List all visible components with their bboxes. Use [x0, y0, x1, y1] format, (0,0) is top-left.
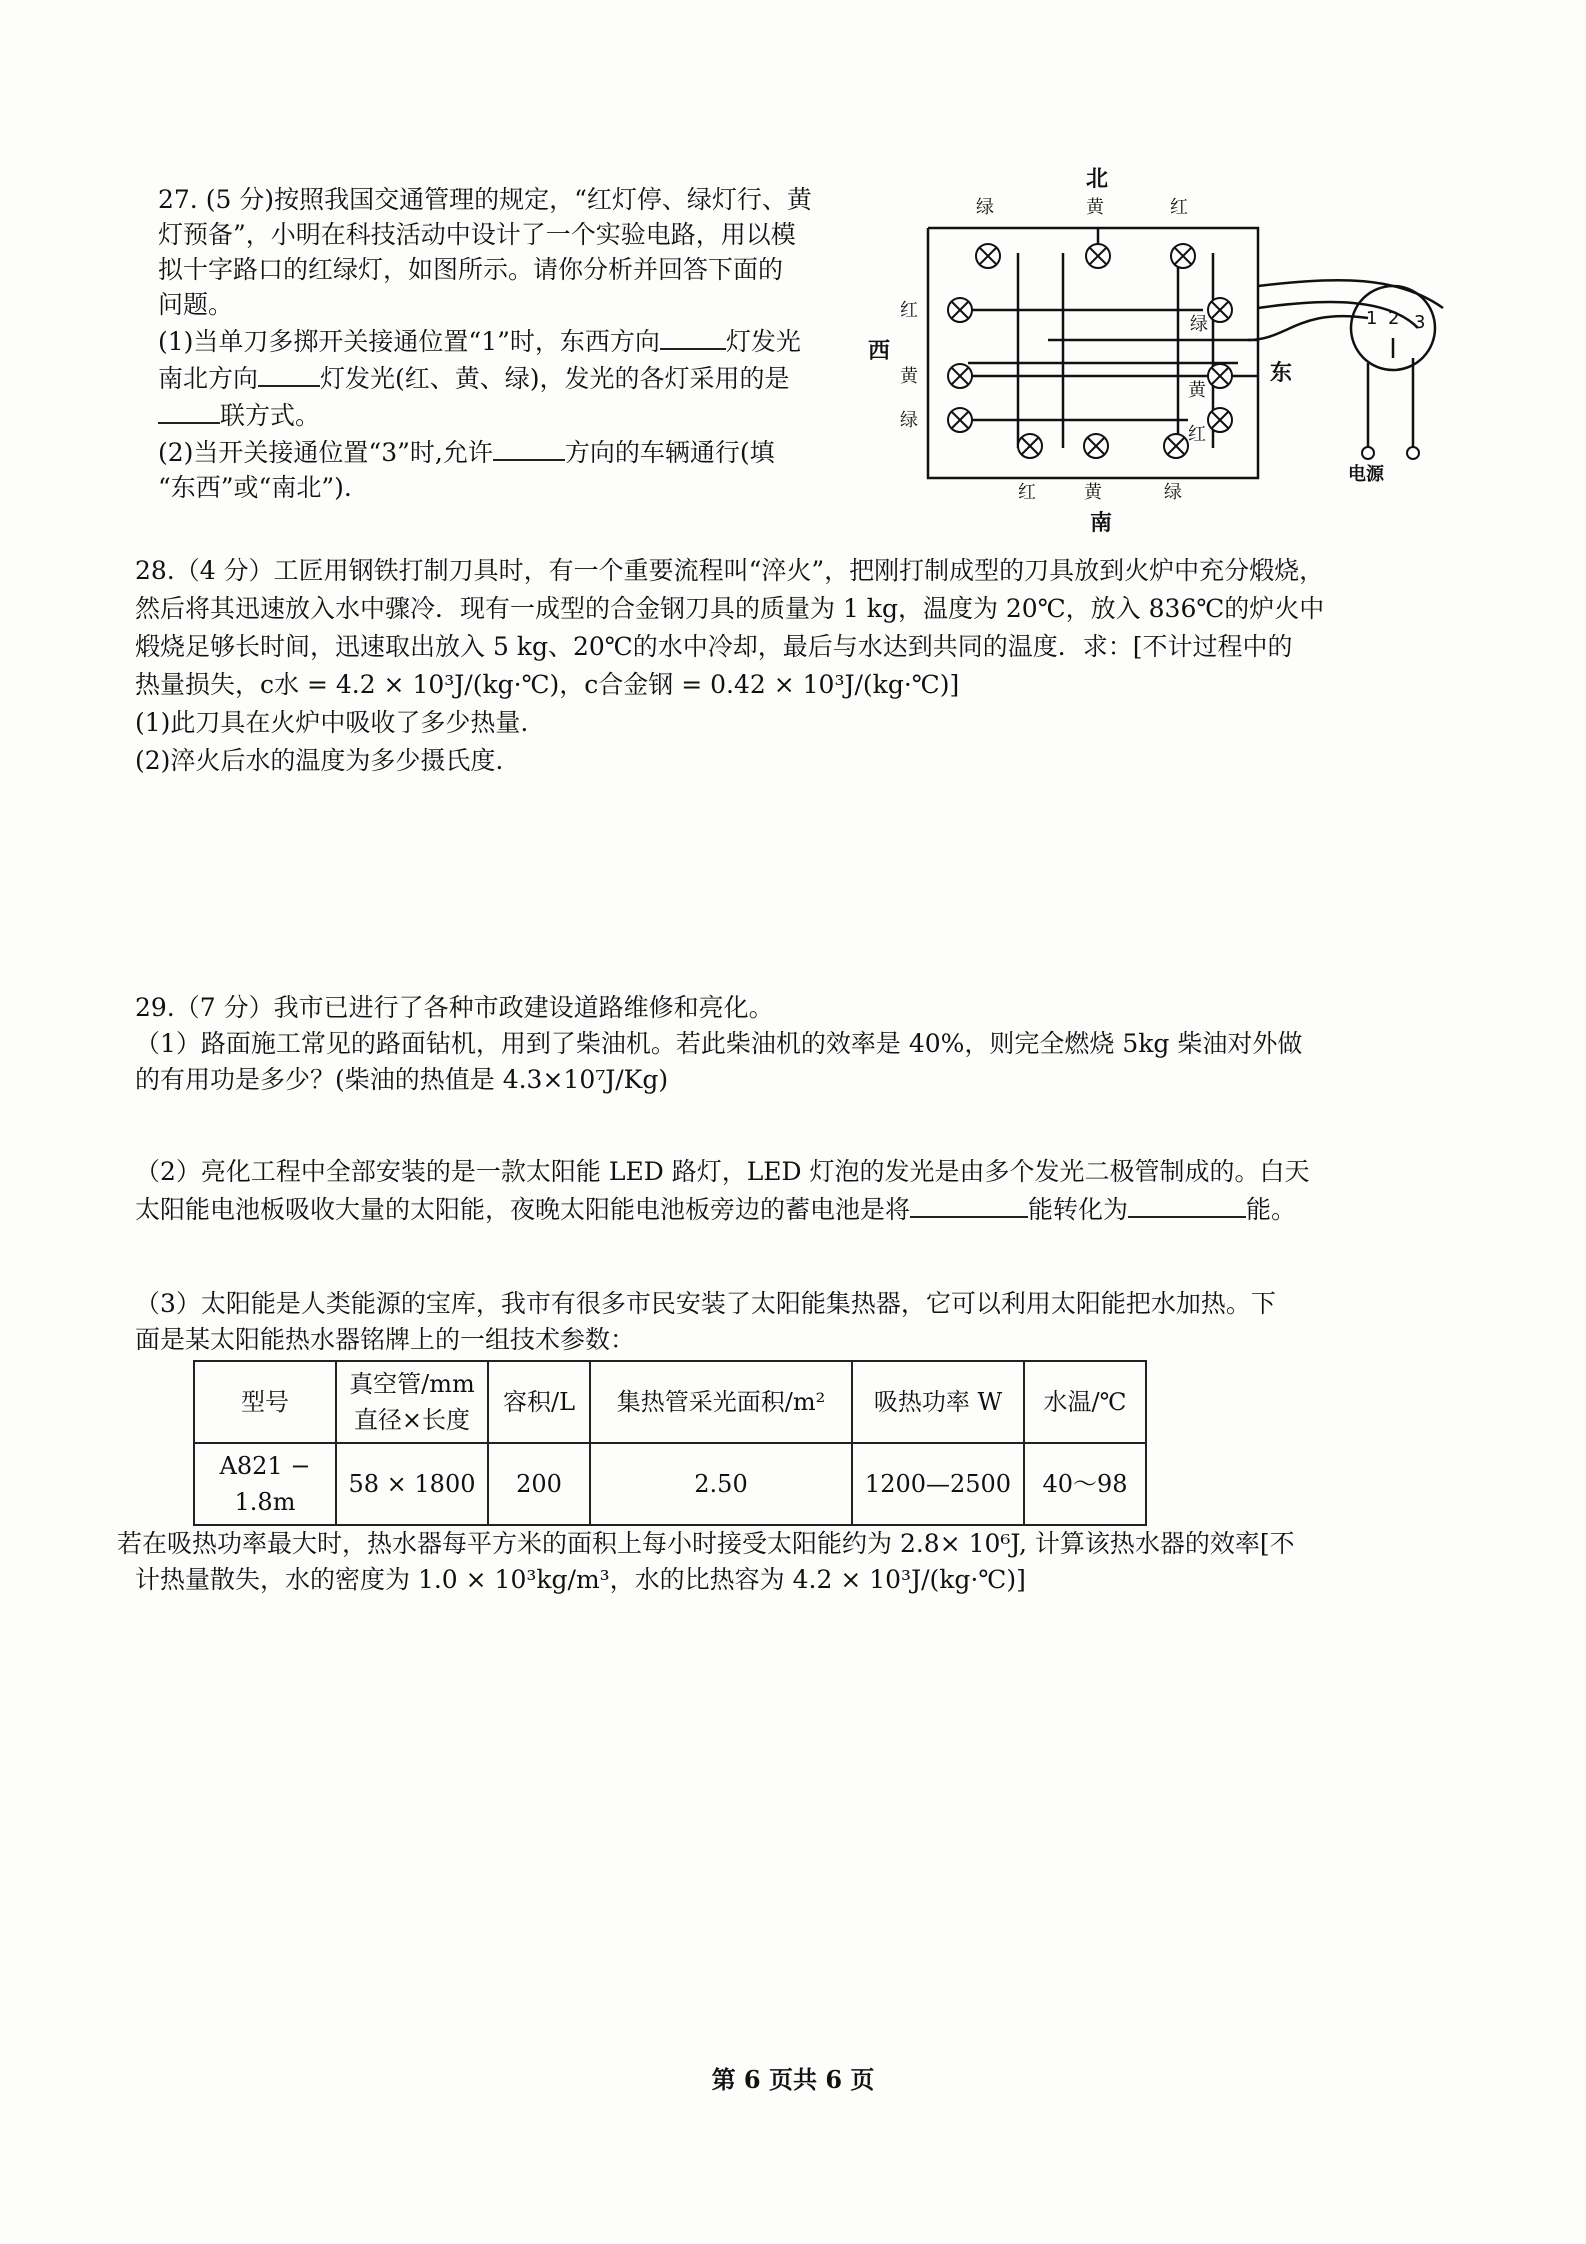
- q28-sub2: (2)淬火后水的温度为多少摄氏度.: [135, 746, 504, 775]
- label-top-green: 绿: [976, 197, 994, 218]
- q29-part3: 面是某太阳能热水器铭牌上的一组技术参数：: [135, 1325, 636, 1354]
- table-cell: 2.50: [590, 1443, 852, 1525]
- q28-line: 煅烧足够长时间，迅速取出放入 5 kg、20℃的水中冷却，最后与水达到共同的温度．求：[不计过程中的: [135, 632, 1293, 661]
- table-header-row: [194, 1361, 1146, 1443]
- q27-sub2-text: 方向的车辆通行(填: [564, 438, 775, 467]
- q29-title: 29.（7 分）我市已进行了各种市政建设道路维修和亮化。: [135, 993, 774, 1022]
- traffic-light-circuit: [858, 158, 1478, 548]
- label-right-red: 红: [1188, 424, 1206, 445]
- answer-blank[interactable]: [1128, 1190, 1246, 1218]
- lamp-south-green: [1164, 434, 1188, 458]
- q28-sub1: (1)此刀具在火炉中吸收了多少热量.: [135, 708, 529, 737]
- label-north: 北: [1086, 167, 1109, 192]
- switch-pos-3: 3: [1414, 312, 1426, 333]
- table-cell: 200: [488, 1443, 590, 1525]
- lamp-north-red: [1171, 244, 1195, 268]
- lamp-west-red: [948, 298, 972, 322]
- label-east: 东: [1270, 361, 1293, 386]
- q27-sub1: [158, 322, 848, 359]
- q29-part2: [135, 1190, 1455, 1228]
- label-top-yellow: 黄: [1086, 197, 1104, 218]
- table-header: 容积/L: [488, 1361, 590, 1443]
- label-right-green: 绿: [1190, 314, 1208, 335]
- label-left-green: 绿: [900, 410, 918, 431]
- answer-blank[interactable]: [158, 396, 220, 424]
- q27-sub1-text: (1)当单刀多掷开关接通位置“1”时，东西方向: [158, 327, 660, 356]
- lamp-east-yellow: [1208, 364, 1232, 388]
- q27-line: 灯预备”，小明在科技活动中设计了一个实验电路，用以模: [158, 220, 796, 249]
- solar-heater-params-table: [193, 1360, 1147, 1526]
- q27-line: 拟十字路口的红绿灯，如图所示。请你分析并回答下面的: [158, 255, 784, 284]
- switch-pos-2: 2: [1388, 308, 1400, 329]
- q27-line: 27. (5 分)按照我国交通管理的规定，“红灯停、绿灯行、黄: [158, 185, 812, 214]
- answer-blank[interactable]: [258, 359, 320, 387]
- lamp-north-yellow: [1086, 244, 1110, 268]
- switch-pos-1: 1: [1366, 308, 1378, 329]
- question-28: [135, 552, 1455, 780]
- q27-line: 问题。: [158, 290, 234, 319]
- table-header: 真空管/mm 直径×长度: [336, 1361, 488, 1443]
- q29-part2-text: 能转化为: [1028, 1195, 1129, 1224]
- question-29: [117, 990, 1455, 1598]
- label-south: 南: [1090, 511, 1113, 536]
- q29-part3: 计热量散失，水的密度为 1.0 × 10³kg/m³，水的比热容为 4.2 × 10³J/(kg·℃)]: [135, 1565, 1026, 1594]
- q29-part2-text: 太阳能电池板吸收大量的太阳能，夜晚太阳能电池板旁边的蓄电池是将: [135, 1195, 911, 1224]
- lamp-south-red: [1018, 434, 1042, 458]
- q29-part3: （3）太阳能是人类能源的宝库，我市有很多市民安装了太阳能集热器，它可以利用太阳能把水加热。下: [135, 1289, 1276, 1318]
- table-cell: A821 − 1.8m: [194, 1443, 336, 1525]
- q27-sub1-text: 南北方向: [158, 364, 259, 393]
- table-row: [194, 1443, 1146, 1525]
- lamp-north-green: [976, 244, 1000, 268]
- q27-sub1-text: 联方式。: [220, 401, 321, 430]
- lamp-west-green: [948, 408, 972, 432]
- label-bottom-red: 红: [1018, 482, 1036, 503]
- q28-line: 热量损失，c水 = 4.2 × 10³J/(kg·℃)，c合金钢 = 0.42 × 10³J/(kg·℃)]: [135, 670, 960, 699]
- q27-sub1-cont: [158, 396, 848, 433]
- q28-line: 然后将其迅速放入水中骤冷．现有一成型的合金钢刀具的质量为 1 kg，温度为 20℃，放入 836℃的炉火中: [135, 594, 1325, 623]
- q27-sub2: [158, 433, 848, 470]
- table-cell: 58 × 1800: [336, 1443, 488, 1525]
- label-top-red: 红: [1170, 197, 1188, 218]
- answer-blank[interactable]: [493, 433, 565, 461]
- label-left-red: 红: [900, 300, 918, 321]
- table-header: 型号: [194, 1361, 336, 1443]
- label-power: 电源: [1348, 464, 1384, 485]
- q27-sub1-text: 灯发光: [725, 327, 801, 356]
- q27-sub2-text: (2)当开关接通位置“3”时,允许: [158, 438, 493, 467]
- lamp-east-red: [1208, 408, 1232, 432]
- label-bottom-yellow: 黄: [1084, 482, 1102, 503]
- label-bottom-green: 绿: [1164, 482, 1182, 503]
- table-cell: 40～98: [1024, 1443, 1146, 1525]
- lamp-east-green: [1208, 298, 1232, 322]
- answer-blank[interactable]: [660, 322, 726, 350]
- question-27: [158, 182, 848, 505]
- table-cell: 1200—2500: [852, 1443, 1024, 1525]
- q29-part3: 若在吸热功率最大时，热水器每平方米的面积上每小时接受太阳能约为 2.8× 10⁶J, 计算该热水器的效率[不: [117, 1529, 1295, 1558]
- page-footer: 第 6 页共 6 页: [711, 2065, 875, 2094]
- answer-blank[interactable]: [910, 1190, 1028, 1218]
- q28-line: 28.（4 分）工匠用钢铁打制刀具时，有一个重要流程叫“淬火”，把刚打制成型的刀具放到火炉中充分煅烧，: [135, 556, 1325, 585]
- label-left-yellow: 黄: [900, 366, 918, 387]
- label-west: 西: [868, 339, 891, 364]
- q29-part1: （1）路面施工常见的路面钻机，用到了柴油机。若此柴油机的效率是 40%，则完全燃烧 5kg 柴油对外做: [135, 1029, 1303, 1058]
- q27-sub2-cont: “东西”或“南北”).: [158, 473, 352, 502]
- table-header: 吸热功率 W: [852, 1361, 1024, 1443]
- table-header: 水温/℃: [1024, 1361, 1146, 1443]
- q27-sub1-text: 灯发光(红、黄、绿)，发光的各灯采用的是: [320, 364, 790, 393]
- table-header: 集热管采光面积/m²: [590, 1361, 852, 1443]
- label-right-yellow: 黄: [1188, 380, 1206, 401]
- q29-part1: 的有用功是多少？(柴油的热值是 4.3×10⁷J/Kg): [135, 1065, 669, 1094]
- q27-sub1-cont: [158, 359, 848, 396]
- lamp-west-yellow: [948, 364, 972, 388]
- q29-part2-text: 能。: [1246, 1195, 1297, 1224]
- lamp-south-yellow: [1084, 434, 1108, 458]
- q29-part2: （2）亮化工程中全部安装的是一款太阳能 LED 路灯，LED 灯泡的发光是由多个发光二极管制成的。白天: [135, 1157, 1310, 1186]
